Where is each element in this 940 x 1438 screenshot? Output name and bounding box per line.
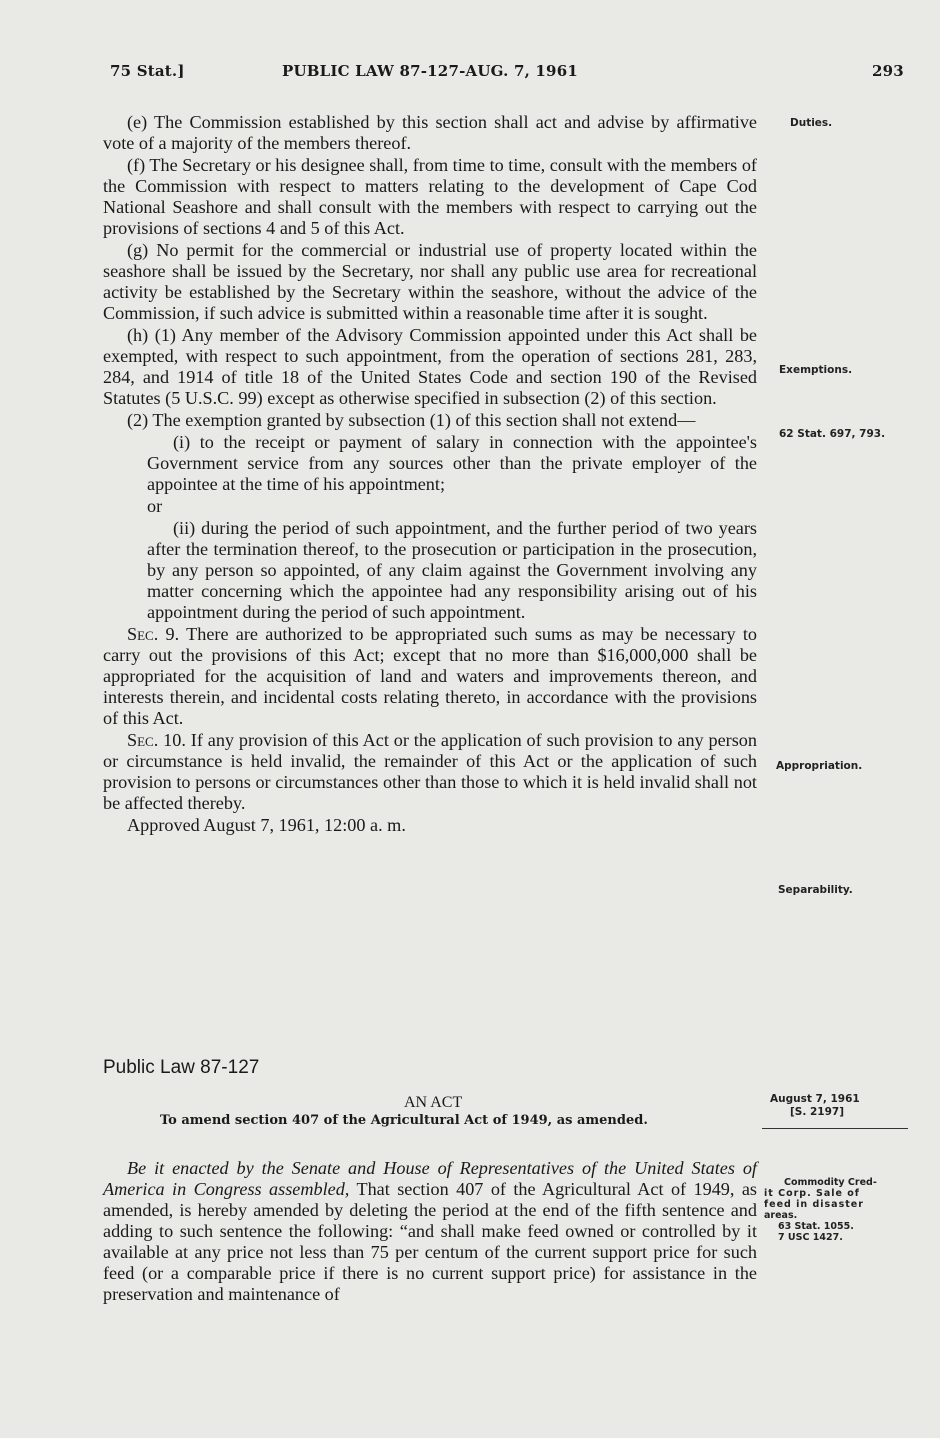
section-h2-ii: (ii) during the period of such appointment, and the further period of two years after the termination thereof, to the prosecution or participation in the prosecution, by any person so appointed, of any claim against the Government involving any matter concerning which the appointee had any responsibility arising out of his appointment during the period of such appointment. [147, 518, 757, 622]
margin-note-commodity-5: 63 Stat. 1055. [778, 1221, 854, 1232]
margin-note-commodity-2: it Corp. Sale of [764, 1188, 860, 1199]
margin-note-commodity-6: 7 USC 1427. [778, 1232, 843, 1243]
approval-line: Approved August 7, 1961, 12:00 a. m. [127, 815, 406, 835]
margin-rule [762, 1128, 908, 1129]
enacting-paragraph [103, 1158, 757, 1305]
margin-note-commodity [764, 1177, 877, 1243]
section-10-text: If any provision of this Act or the application of such provision to any person or circumstance is held invalid, the remainder of this Act or the application of such provision to persons or circumstances other than those to which it is held invalid shall not be affected thereby. [103, 730, 757, 813]
margin-note-separability: Separability. [778, 884, 853, 896]
act-heading: AN ACT [404, 1094, 463, 1111]
section-10 [103, 730, 757, 814]
section-h2-or: or [147, 496, 163, 516]
header-volume: 75 Stat.] [110, 62, 185, 80]
enacting-body: That section 407 of the Agricultural Act of 1949, as amended, is hereby amended by deleting the period at the end of the fifth sentence and adding to such sentence the following: “and shall make feed owned or controlled by it available at any price not less than 75 per centum of the current support price for such feed (or a comparable price if there is no current support price) for assistance in the preservation and maintenance of [103, 1179, 758, 1304]
margin-note-commodity-3: feed in disaster [764, 1199, 864, 1210]
public-law-title: Public Law 87-127 [103, 1057, 260, 1078]
section-9 [103, 624, 757, 729]
margin-note-bill: [S. 2197] [790, 1106, 845, 1118]
header-title: PUBLIC LAW 87-127-AUG. 7, 1961 [282, 62, 578, 80]
section-9-text: There are authorized to be appropriated such sums as may be necessary to carry out the provisions of this Act; except that no more than $16,000,000 shall be appropriated for the acquisition of land and waters and improvements thereon, and interests therein, and incidental costs relating thereto, in accordance with the provisions of this Act. [103, 624, 758, 728]
enacting-clause: Be it enacted by the Senate and House of Representatives of the United States of America in Congress assembled, [103, 1158, 757, 1199]
margin-note-duties: Duties. [790, 117, 833, 129]
margin-note-commodity-1: Commodity Cred- [784, 1177, 877, 1188]
margin-note-exemptions: Exemptions. [779, 364, 853, 376]
section-f: (f) The Secretary or his designee shall, from time to time, consult with the members of the Commission with respect to matters relating to the development of Cape Cod National Seashore and shall consult with the members with respect to carrying out the provisions of sections 4 and 5 of this Act. [103, 155, 757, 238]
act-purpose: To amend section 407 of the Agricultural Act of 1949, as amended. [160, 1113, 648, 1128]
section-e: (e) The Commission established by this section shall act and advise by affirmative vote of a majority of the members thereof. [103, 112, 757, 153]
section-g: (g) No permit for the commercial or industrial use of property located within the seashore shall be issued by the Secretary, nor shall any public use area for recreational activity be established by the Secretary within the seashore, without the advice of the Commission, if such advice is submitted within a reasonable time after it is sought. [103, 240, 757, 323]
margin-note-date: August 7, 1961 [770, 1093, 860, 1105]
main-text [103, 112, 757, 837]
section-h1: (h) (1) Any member of the Advisory Commission appointed under this Act shall be exempted, with respect to such appointment, from the operation of sections 281, 283, 284, and 1914 of title 18 of the United States Code and section 190 of the Revised Statutes (5 U.S.C. 99) except as otherwise specified in subsection (2) of this section. [103, 325, 757, 408]
section-h2: (2) The exemption granted by subsection (1) of this section shall not extend— [127, 410, 696, 430]
section-10-label: Sec. 10. [127, 730, 186, 750]
enacting-text [103, 1158, 757, 1305]
margin-note-stat-ref: 62 Stat. 697, 793. [779, 428, 886, 440]
section-9-label: Sec. 9. [127, 624, 180, 644]
margin-note-commodity-4: areas. [764, 1210, 798, 1221]
page-number: 293 [872, 62, 904, 80]
section-h2-i: (i) to the receipt or payment of salary in connection with the appointee's Government service from any sources other than the private employer of the appointee at the time of his appointment; [147, 432, 757, 494]
margin-note-appropriation: Appropriation. [776, 760, 863, 772]
